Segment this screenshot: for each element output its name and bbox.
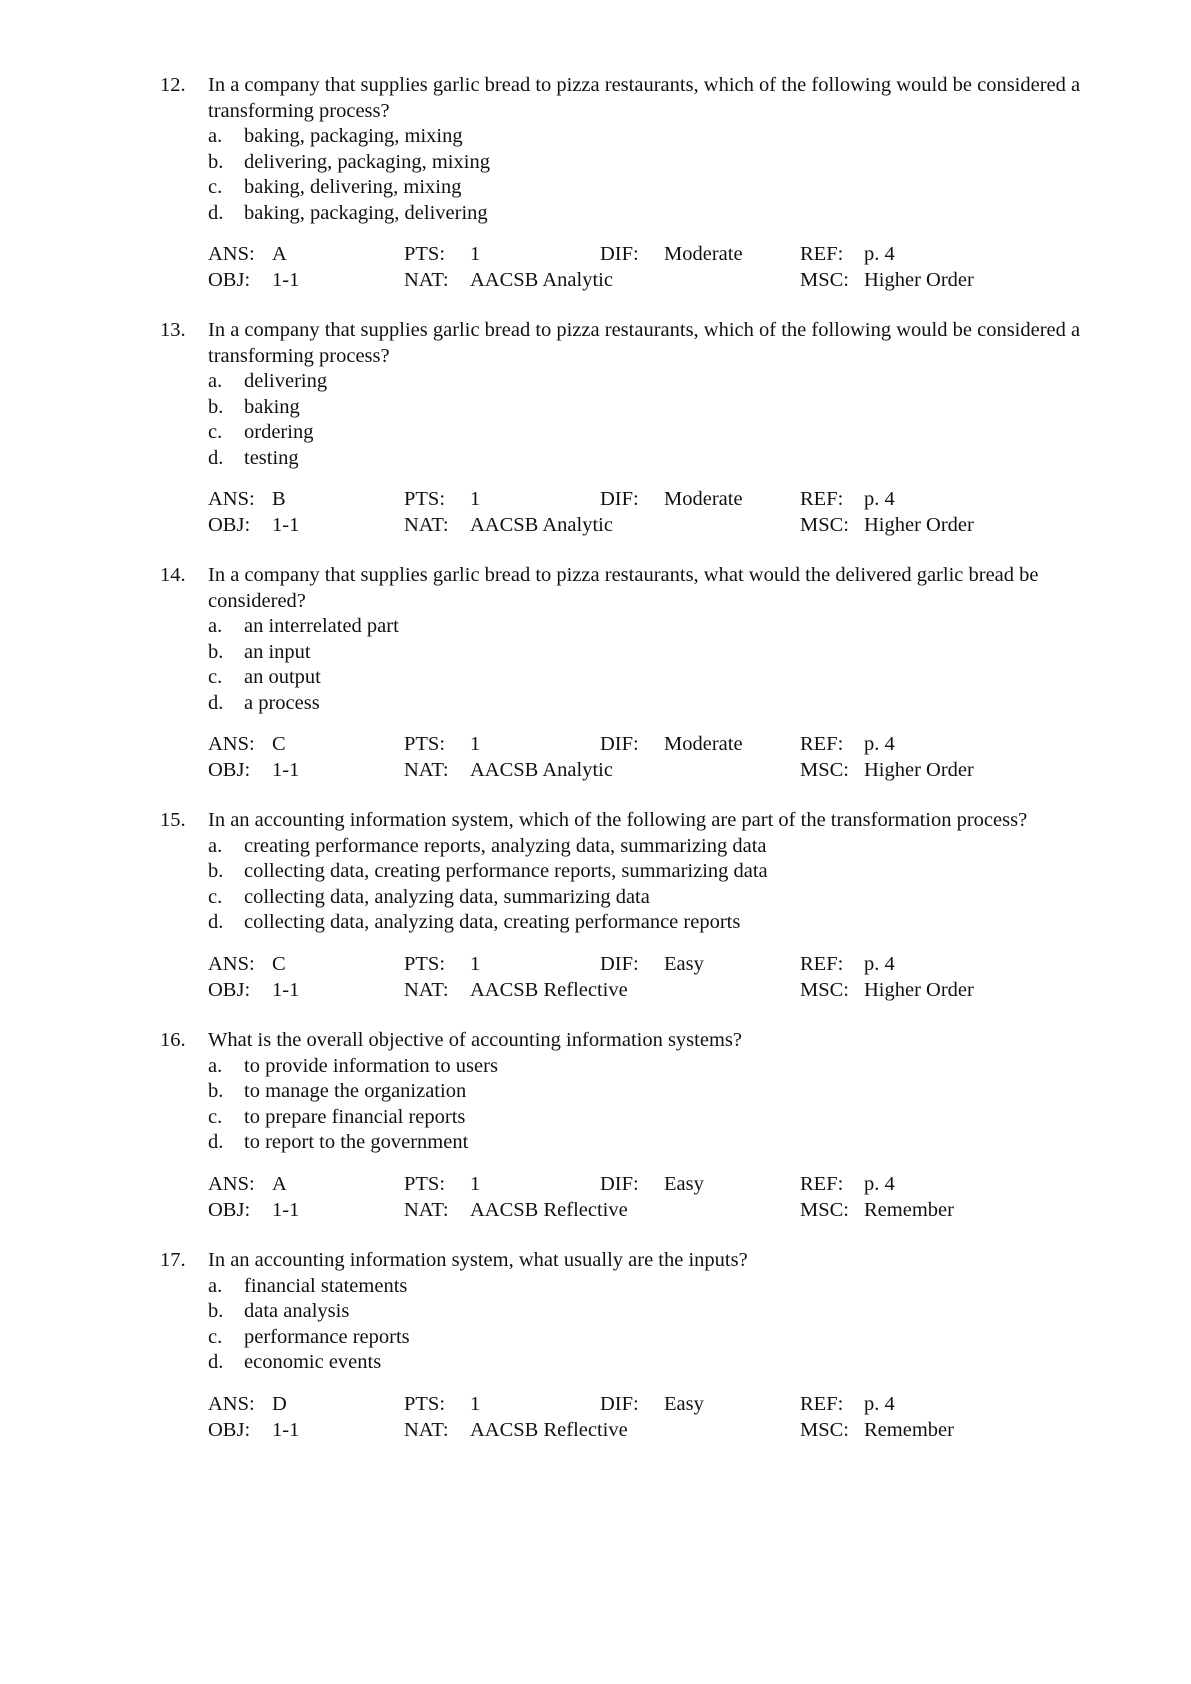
obj-value: 1-1 [272,1418,300,1441]
option-a [160,834,1140,860]
dif-label: DIF: [600,952,639,975]
pts-label: PTS: [404,488,446,510]
dif-value: Easy [664,1172,704,1195]
ans-label: ANS: [208,1392,255,1415]
option-letter: b. [208,640,224,663]
question-number: 13. [160,319,186,341]
nat-value: AACSB Reflective [470,1418,628,1441]
nat-value: AACSB Reflective [470,978,628,1001]
pts-label: PTS: [404,952,446,975]
ref-label: REF: [800,243,844,265]
option-letter: d. [208,691,224,714]
option-letter: c. [208,176,223,198]
pts-value: 1 [470,1172,481,1195]
option-letter: b. [208,395,224,418]
answer-options [160,124,1140,226]
ans-value: C [272,952,286,975]
option-text: collecting data, analyzing data, creating performance reports [244,911,741,933]
msc-value: Remember [864,1418,954,1441]
answer-options [160,834,1140,936]
option-letter: c. [208,666,223,688]
metadata-row-2 [208,513,1140,539]
answer-options [160,1054,1140,1156]
dif-label: DIF: [600,488,639,510]
pts-label: PTS: [404,1172,446,1195]
pts-label: PTS: [404,1392,446,1415]
option-b [160,859,1140,885]
nat-label: NAT: [404,1198,449,1221]
metadata-row-1 [208,1172,1140,1198]
obj-value: 1-1 [272,269,300,291]
nat-label: NAT: [404,759,449,781]
question-text: In an accounting information system, which of the following are part of the transformation process? [208,809,1028,831]
option-text: to manage the organization [244,1080,467,1102]
question-12 [160,73,1140,294]
msc-label: MSC: [800,759,849,781]
metadata-row-2 [208,1418,1140,1444]
question-16 [160,1028,1140,1224]
option-b [160,1299,1140,1325]
answer-options [160,1274,1140,1376]
msc-value: Higher Order [864,759,974,781]
option-d [160,446,1140,472]
option-text: to provide information to users [244,1054,498,1077]
dif-value: Moderate [664,733,743,755]
pts-value: 1 [470,243,481,265]
ans-value: C [272,733,286,755]
question-stem [160,563,1140,614]
question-text: In a company that supplies garlic bread to pizza restaurants, which of the following would be considered a transforming process? [208,319,1081,367]
option-c [160,885,1140,911]
nat-label: NAT: [404,514,449,536]
option-letter: d. [208,1351,224,1373]
obj-label: OBJ: [208,978,251,1001]
ans-value: D [272,1392,287,1415]
option-letter: d. [208,201,224,224]
dif-label: DIF: [600,243,639,265]
dif-value: Moderate [664,488,743,510]
question-14 [160,563,1140,784]
option-letter: a. [208,125,223,147]
obj-value: 1-1 [272,1198,300,1221]
question-stem [160,808,1140,834]
nat-value: AACSB Reflective [470,1198,628,1221]
question-stem [160,73,1140,124]
option-text: economic events [244,1351,382,1373]
option-b [160,150,1140,176]
option-text: baking [244,395,300,418]
msc-label: MSC: [800,1418,849,1441]
option-text: a process [244,691,320,714]
option-text: delivering [244,370,328,392]
option-text: to report to the government [244,1131,469,1153]
nat-label: NAT: [404,1418,449,1441]
ref-label: REF: [800,1172,844,1195]
question-stem [160,1248,1140,1274]
option-a [160,1054,1140,1080]
question-17 [160,1248,1140,1444]
obj-label: OBJ: [208,759,251,781]
msc-label: MSC: [800,514,849,536]
obj-value: 1-1 [272,759,300,781]
ref-label: REF: [800,488,844,510]
ans-label: ANS: [208,952,255,975]
option-c [160,420,1140,446]
option-text: testing [244,446,299,469]
question-number: 14. [160,564,186,586]
metadata-row-1 [208,242,1140,268]
option-text: collecting data, creating performance reports, summarizing data [244,860,768,882]
option-text: baking, packaging, delivering [244,201,488,224]
ans-label: ANS: [208,243,255,265]
metadata-row-2 [208,268,1140,294]
obj-label: OBJ: [208,269,251,291]
option-text: baking, packaging, mixing [244,125,463,147]
pts-value: 1 [470,733,481,755]
option-text: performance reports [244,1325,410,1348]
question-number: 16. [160,1029,186,1051]
question-text: What is the overall objective of accounting information systems? [208,1029,742,1051]
dif-value: Moderate [664,243,743,265]
option-d [160,691,1140,717]
question-13 [160,318,1140,539]
answer-options [160,614,1140,716]
answer-metadata [160,242,1140,294]
nat-value: AACSB Analytic [470,514,613,536]
option-d [160,1350,1140,1376]
ref-value: p. 4 [864,733,895,755]
option-letter: d. [208,446,224,469]
obj-label: OBJ: [208,1418,251,1441]
option-letter: a. [208,1274,223,1297]
option-text: to prepare financial reports [244,1105,466,1128]
option-letter: a. [208,834,223,857]
option-c [160,1105,1140,1131]
option-letter: c. [208,885,223,908]
msc-label: MSC: [800,978,849,1001]
option-text: collecting data, analyzing data, summarizing data [244,885,650,908]
ref-value: p. 4 [864,1392,895,1415]
question-number: 12. [160,74,186,96]
msc-value: Higher Order [864,978,974,1001]
option-b [160,395,1140,421]
pts-value: 1 [470,952,481,975]
option-letter: b. [208,860,224,882]
option-text: an input [244,640,311,663]
ref-value: p. 4 [864,952,895,975]
obj-value: 1-1 [272,978,300,1001]
ans-label: ANS: [208,1172,255,1195]
nat-label: NAT: [404,978,449,1001]
question-text: In a company that supplies garlic bread to pizza restaurants, what would the delivered garlic bread be considered? [208,564,1039,612]
option-a [160,614,1140,640]
ref-label: REF: [800,952,844,975]
option-a [160,369,1140,395]
ref-label: REF: [800,733,844,755]
option-letter: c. [208,1105,223,1128]
question-stem [160,1028,1140,1054]
option-letter: d. [208,1131,224,1153]
answer-metadata [160,487,1140,539]
option-text: ordering [244,421,314,443]
option-d [160,910,1140,936]
question-number: 17. [160,1249,186,1271]
option-letter: d. [208,911,224,933]
option-text: data analysis [244,1300,350,1322]
metadata-row-1 [208,487,1140,513]
option-letter: b. [208,150,224,173]
option-text: an output [244,666,321,688]
option-letter: b. [208,1300,224,1322]
option-c [160,1325,1140,1351]
option-b [160,1079,1140,1105]
question-15 [160,808,1140,1004]
metadata-row-2 [208,1198,1140,1224]
option-text: creating performance reports, analyzing data, summarizing data [244,834,767,857]
answer-metadata [160,952,1140,1004]
metadata-row-1 [208,1392,1140,1418]
metadata-row-2 [208,758,1140,784]
ans-label: ANS: [208,733,255,755]
option-letter: a. [208,615,223,637]
option-text: delivering, packaging, mixing [244,150,490,173]
option-letter: a. [208,370,223,392]
nat-value: AACSB Analytic [470,759,613,781]
option-letter: c. [208,421,223,443]
dif-value: Easy [664,1392,704,1415]
ref-value: p. 4 [864,243,895,265]
question-text: In a company that supplies garlic bread to pizza restaurants, which of the following would be considered a transforming process? [208,74,1081,122]
option-d [160,1130,1140,1156]
msc-value: Higher Order [864,514,974,536]
obj-label: OBJ: [208,514,251,536]
option-d [160,201,1140,227]
answer-metadata [160,1172,1140,1224]
question-stem [160,318,1140,369]
ans-value: A [272,243,287,265]
nat-label: NAT: [404,269,449,291]
question-number: 15. [160,809,186,831]
ref-value: p. 4 [864,1172,895,1195]
answer-metadata [160,1392,1140,1444]
answer-options [160,369,1140,471]
answer-metadata [160,732,1140,784]
msc-value: Higher Order [864,269,974,291]
dif-label: DIF: [600,1392,639,1415]
ref-value: p. 4 [864,488,895,510]
option-text: financial statements [244,1274,408,1297]
option-text: an interrelated part [244,615,399,637]
pts-label: PTS: [404,243,446,265]
msc-value: Remember [864,1198,954,1221]
msc-label: MSC: [800,269,849,291]
ans-label: ANS: [208,488,255,510]
obj-label: OBJ: [208,1198,251,1221]
ref-label: REF: [800,1392,844,1415]
pts-label: PTS: [404,733,446,755]
metadata-row-2 [208,978,1140,1004]
nat-value: AACSB Analytic [470,269,613,291]
msc-label: MSC: [800,1198,849,1221]
question-text: In an accounting information system, what usually are the inputs? [208,1249,748,1271]
option-a [160,124,1140,150]
pts-value: 1 [470,488,481,510]
dif-label: DIF: [600,733,639,755]
option-letter: b. [208,1080,224,1102]
ans-value: A [272,1172,287,1195]
option-c [160,665,1140,691]
option-text: baking, delivering, mixing [244,176,462,198]
dif-value: Easy [664,952,704,975]
metadata-row-1 [208,732,1140,758]
option-a [160,1274,1140,1300]
option-letter: c. [208,1325,223,1348]
metadata-row-1 [208,952,1140,978]
option-c [160,175,1140,201]
ans-value: B [272,488,286,510]
option-b [160,640,1140,666]
obj-value: 1-1 [272,514,300,536]
dif-label: DIF: [600,1172,639,1195]
pts-value: 1 [470,1392,481,1415]
option-letter: a. [208,1054,223,1077]
